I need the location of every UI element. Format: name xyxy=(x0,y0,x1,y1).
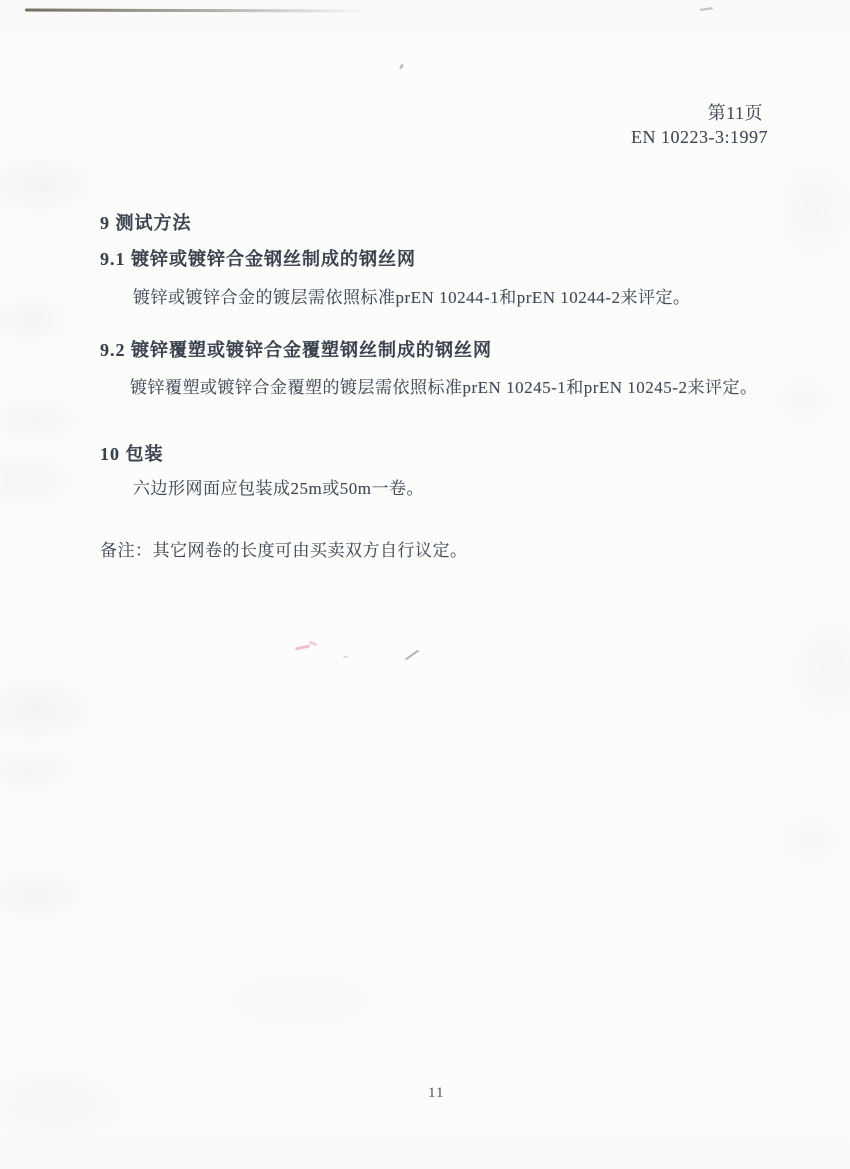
scan-artifact-gray-mark xyxy=(405,650,419,661)
page-number: 11 xyxy=(428,1085,445,1101)
scan-artifact-pink-dot xyxy=(343,656,348,658)
header-page-label: 第11页 xyxy=(707,103,763,123)
scan-artifact-speck xyxy=(399,64,404,70)
section-9-1-heading: 9.1 镀锌或镀锌合金钢丝制成的钢丝网 xyxy=(100,249,416,269)
section-10-paragraph: 六边形网面应包装成25m或50m一卷。 xyxy=(133,479,424,498)
section-9-2-heading: 9.2 镀锌覆塑或镀锌合金覆塑钢丝制成的钢丝网 xyxy=(100,340,492,360)
scan-artifact-top-dash xyxy=(700,7,713,11)
scan-artifact-top-line xyxy=(25,9,367,12)
page-header xyxy=(631,101,768,149)
section-10-heading: 10 包装 xyxy=(100,444,164,464)
section-9-heading: 9 测试方法 xyxy=(100,213,192,233)
header-standard-ref: EN 10223-3:1997 xyxy=(631,127,768,147)
section-9-1-paragraph: 镀锌或镀锌合金的镀层需依照标准prEN 10244-1和prEN 10244-2来评定。 xyxy=(133,288,691,307)
section-9-2-paragraph: 镀锌覆塑或镀锌合金覆塑的镀层需依照标准prEN 10245-1和prEN 10245-2来评定。 xyxy=(130,378,758,397)
scan-artifact-pink-mark xyxy=(309,641,318,647)
scan-artifact-pink-mark xyxy=(295,644,310,650)
document-note: 备注：其它网卷的长度可由买卖双方自行议定。 xyxy=(100,541,468,560)
